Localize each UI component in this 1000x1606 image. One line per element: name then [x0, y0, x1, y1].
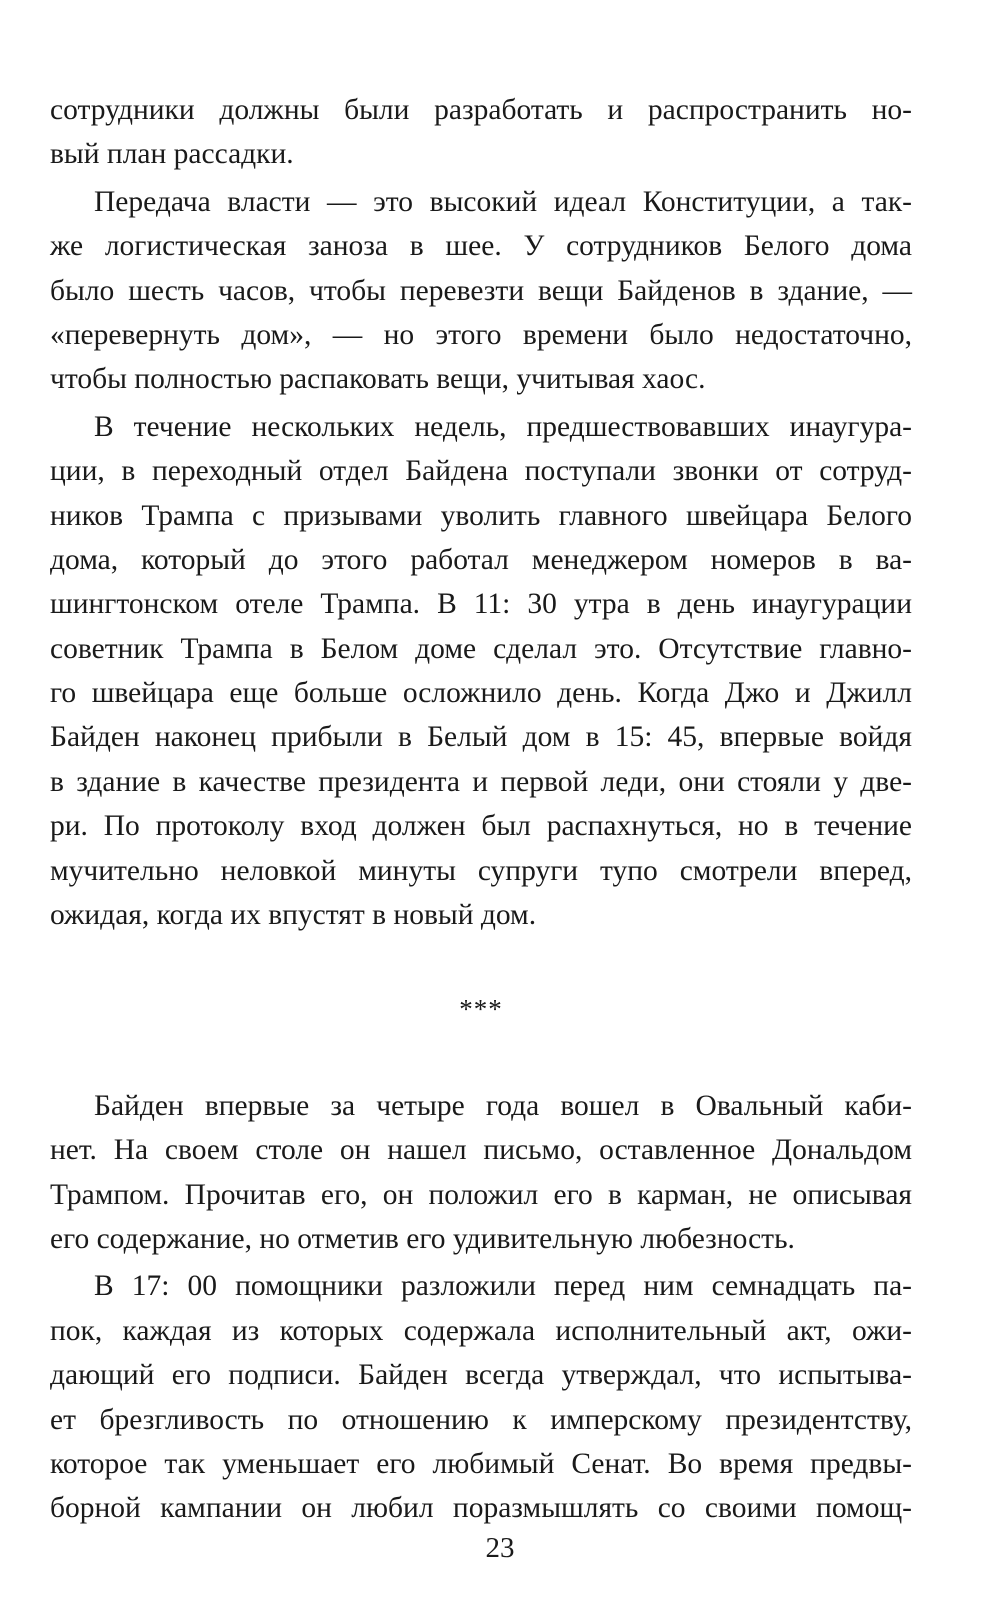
text-line: ри. По протоколу вход должен был распахнуться, но в течение	[50, 810, 912, 843]
text-line: в здание в качестве президента и первой леди, они стояли у две-	[50, 765, 912, 798]
text-line: борной кампании он любил поразмышлять со своими помощ-	[50, 1492, 912, 1525]
text-line: Передача власти — это высокий идеал Конституции, а так-	[94, 185, 912, 218]
page-text	[50, 88, 912, 1531]
text-line: мучительно неловкой минуты супруги тупо смотрели вперед,	[50, 854, 912, 887]
page-number: 23	[485, 1532, 515, 1564]
text-line: В 17: 00 помощники разложили перед ним семнадцать па-	[94, 1270, 912, 1303]
text-line: же логистическая заноза в шее. У сотрудников Белого дома	[50, 230, 912, 263]
text-line: дома, который до этого работал менеджером номеров в ва-	[50, 543, 912, 576]
text-line: Байден впервые за четыре года вошел в Овальный каби-	[94, 1089, 912, 1122]
text-line: «перевернуть дом», — но этого времени было недостаточно,	[50, 318, 912, 351]
paragraph-4	[50, 1084, 912, 1262]
paragraph-2	[50, 180, 912, 402]
text-line: ции, в переходный отдел Байдена поступали звонки от сотруд-	[50, 455, 912, 488]
text-line: го швейцара еще больше осложнило день. Когда Джо и Джилл	[50, 677, 912, 710]
text-line: чтобы полностью распаковать вещи, учитывая хаос.	[50, 363, 706, 396]
paragraph-3	[50, 405, 912, 938]
text-line: Трампом. Прочитав его, он положил его в карман, не описывая	[50, 1178, 912, 1211]
text-line: нет. На своем столе он нашел письмо, оставленное Дональдом	[50, 1134, 912, 1167]
text-line: вый план рассадки.	[50, 138, 294, 171]
text-line: которое так уменьшает его любимый Сенат. Во время предвы-	[50, 1447, 912, 1480]
text-line: было шесть часов, чтобы перевезти вещи Байденов в здание, —	[50, 274, 912, 307]
section-separator: ***	[459, 994, 503, 1025]
text-line: В течение нескольких недель, предшествовавших инаугура-	[94, 410, 912, 443]
text-line: ников Трампа с призывами уволить главного швейцара Белого	[50, 499, 912, 532]
paragraph-5	[50, 1264, 912, 1530]
paragraph-1	[50, 88, 912, 177]
text-line: шингтонском отеле Трампа. В 11: 30 утра в день инаугурации	[50, 588, 912, 621]
text-line: его содержание, но отметив его удивительную любезность.	[50, 1222, 795, 1255]
text-line: пок, каждая из которых содержала исполнительный акт, ожи-	[50, 1314, 912, 1347]
text-line: сотрудники должны были разработать и распространить но-	[50, 94, 912, 126]
text-line: ожидая, когда их впустят в новый дом.	[50, 899, 537, 932]
text-line: Байден наконец прибыли в Белый дом в 15: 45, впервые войдя	[50, 721, 912, 754]
text-line: ет брезгливость по отношению к имперскому президентству,	[50, 1403, 912, 1436]
text-line: дающий его подписи. Байден всегда утверждал, что испытыва-	[50, 1359, 912, 1392]
text-line: советник Трампа в Белом доме сделал это. Отсутствие главно-	[50, 632, 912, 665]
